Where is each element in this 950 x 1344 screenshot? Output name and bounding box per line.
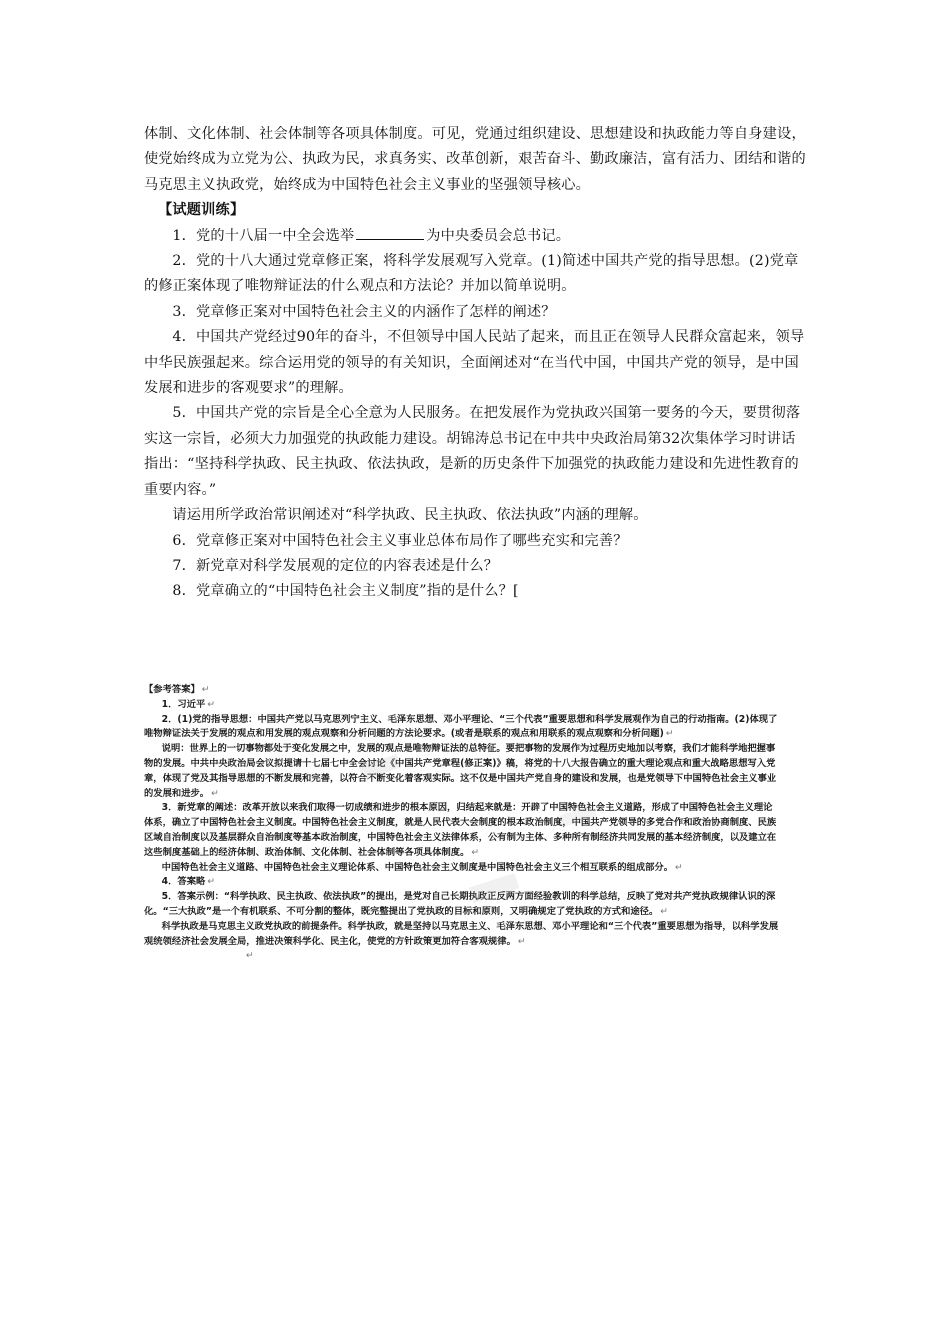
question-2: 2．党的十八大通过党章修正案，将科学发展观写入党章。(1)简述中国共产党的指导思想。(2)党章的修正案体现了唯物辩证法的什么观点和方法论？并加以简单说明。 [144,253,799,295]
question-4: 4．中国共产党经过90年的奋斗，不但领导中国人民站了起来，而且正在领导人民群众富起来，领导中华民族强起来。综合运用党的领导的有关知识，全面阐述对“在当代中国，中国共产党的领导，是中国发展和进步的客观要求”的理解。 [144,329,805,397]
trailing-return [144,949,780,964]
answer-5-text: 5．答案示例：“科学执政、民主执政、依法执政”的提出，是党对自己长期执政正反两方面经验教训的科学总结，反映了党对共产党执政规律认识的深化。“三大执政”是一个有机联系、不可分割的整体，既完整提出了党执政的目标和原则，又明确规定了党执政的方式和途径。 [144,891,776,917]
answer-2-note-text: 说明：世界上的一切事物都处于变化发展之中，发展的观点是唯物辩证法的总特征。要把事物的发展作为过程历史地加以考察，我们才能科学地把握事物的发展。中共中央政治局会议拟提请十七届七中全会讨论《中国共产党章程(修正案)》稿，将党的十八大报告确立的重大理论观点和重大战略思想写入党章，体现了党及其指导思想的不断发展和完善，以符合不断变化着客观实际。这不仅是中国共产党自身的建设和发展，也是党领导下中国特色社会主义事业的发展和进步。 [144,743,777,799]
question-7: 7．新党章对科学发展观的定位的内容表述是什么？ [172,557,499,574]
answer-3 [144,801,780,860]
question-1-prefix: 1．党的十八届一中全会选举 [172,227,355,244]
return-mark: ↵ [665,728,674,740]
answer-2 [144,713,780,743]
answer-key-image [144,683,780,964]
answer-3-note [144,861,780,876]
answer-3-text: 3．新党章的阐述：改革开放以来我们取得一切成绩和进步的根本原因，归结起来就是：开辟了中国特色社会主义道路，形成了中国特色社会主义理论体系，确立了中国特色社会主义制度。中国特色社会主义制度，就是人民代表大会制度的根本政治制度，中国共产党领导的多党合作和政治协商制度、民族区域自治制度以及基层群众自治制度等基本政治制度，中国特色社会主义法律体系，公有制为主体、多种所有制经济共同发展的基本经济制度，以及建立在这些制度基础上的经济体制、政治体制、文化体制、社会体制等各项具体制度。 [144,802,777,858]
answer-2-note [144,742,780,801]
answer-1 [144,698,780,713]
answer-blank [356,225,424,240]
question-5: 5．中国共产党的宗旨是全心全意为人民服务。在把发展作为党执政兴国第一要务的今天，要贯彻落实这一宗旨，必须大力加强党的执政能力建设。胡锦涛总书记在中共中央政治局第32次集体学习时讲话指出：“坚持科学执政、民主执政、依法执政，是新的历史条件下加强党的执政能力建设和先进性教育的重要内容。” [144,405,801,498]
answer-1-text: 1．习近平 [161,698,206,710]
main-text [144,122,808,605]
return-mark: ↵ [207,876,216,888]
return-mark: ↵ [471,846,480,858]
question-5-task: 请运用所学政治常识阐述对“科学执政、民主执政、依法执政”内涵的理解。 [172,507,648,524]
exercise-heading: 【试题训练】 [158,202,245,219]
question-8: 8．党章确立的“中国特色社会主义制度”指的是什么？[ [172,583,519,600]
question-3: 3．党章修正案对中国特色社会主义的内涵作了怎样的阐述？ [172,303,556,320]
answer-5-note [144,920,780,950]
intro-paragraph: 体制、文化体制、社会体制等各项具体制度。可见，党通过组织建设、思想建设和执政能力等自身建设，使党始终成为立党为公、执政为民，求真务实、改革创新，艰苦奋斗、勤政廉洁，富有活力、团结和谐的马克思主义执政党，始终成为中国特色社会主义事业的坚强领导核心。 [144,126,806,193]
answer-5-note-text: 科学执政是马克思主义政党执政的前提条件。科学执政，就是坚持以马克思主义、毛泽东思想、邓小平理论和“三个代表”重要思想为指导，以科学发展观统领经济社会发展全局，推进决策科学化、民主化，使党的方针政策更加符合客观规律。 [144,920,779,947]
question-6: 6．党章修正案对中国特色社会主义事业总体布局作了哪些充实和完善？ [172,532,628,549]
return-mark: ↵ [517,935,526,947]
answer-4-text: 4．答案略 [161,876,206,888]
answer-2-text: 2．(1)党的指导思想：中国共产党以马克思列宁主义、毛泽东思想、邓小平理论、“三个代表”重要思想和科学发展观作为自己的行动指南。(2)体现了唯物辩证法关于发展的观点和用发展的观点观察和分析问题的方法论要求。(或者是联系的观点和用联系的观点观察和分析问题) [144,713,778,740]
return-mark: ↵ [201,684,210,695]
answer-heading [144,683,780,698]
return-mark: ↵ [246,950,254,962]
answer-3-note-text: 中国特色社会主义道路、中国特色社会主义理论体系、中国特色社会主义制度是中国特色社会主义三个相互联系的组成部分。 [161,861,673,873]
return-mark: ↵ [207,698,216,710]
return-mark: ↵ [660,905,669,917]
question-1-suffix: 为中央委员会总书记。 [426,227,571,244]
return-mark: ↵ [211,787,219,799]
question-1 [144,224,808,249]
answer-4 [144,875,780,890]
return-mark: ↵ [675,861,683,873]
answer-heading-text: 【参考答案】 [144,684,200,695]
answer-5 [144,890,780,920]
